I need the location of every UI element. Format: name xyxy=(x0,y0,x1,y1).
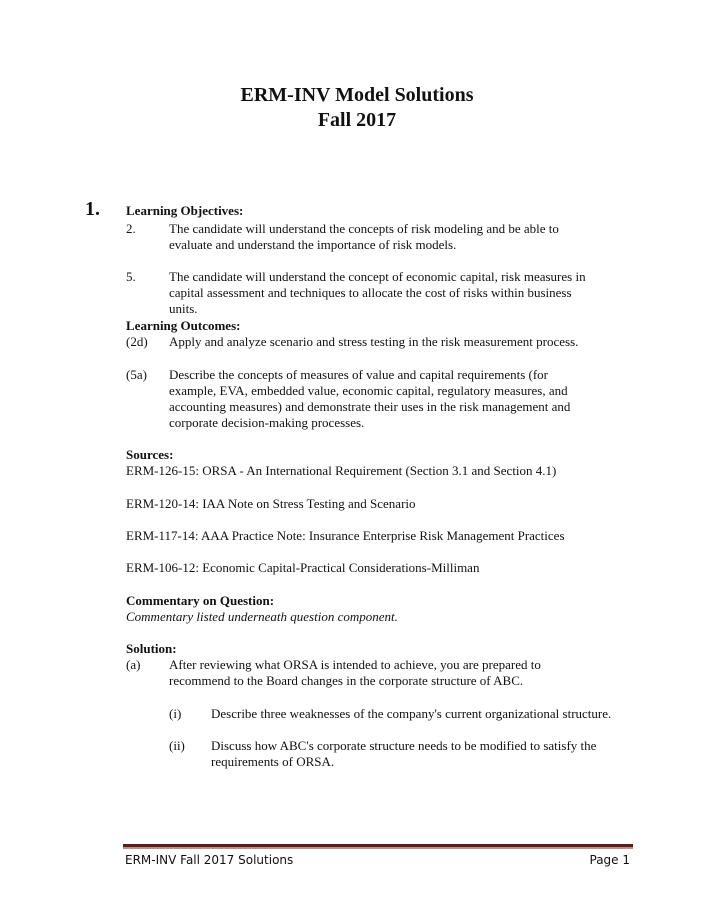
solution-heading: Solution: xyxy=(126,641,177,656)
source-item: ERM-106-12: Economic Capital-Practical Considerations-Milliman xyxy=(126,560,480,575)
page-number: Page 1 xyxy=(589,853,630,867)
outcome-text-line: example, EVA, embedded value, economic capital, regulatory measures, and xyxy=(169,383,568,398)
objective-text-line: The candidate will understand the concept of economic capital, risk measures in xyxy=(169,269,586,284)
part-text-line: recommend to the Board changes in the corporate structure of ABC. xyxy=(169,673,524,688)
page-subtitle: Fall 2017 xyxy=(317,109,397,131)
question-number: 1. xyxy=(85,198,100,220)
objective-text-line: The candidate will understand the concepts of risk modeling and be able to xyxy=(169,221,559,236)
source-item: ERM-120-14: IAA Note on Stress Testing and Scenario xyxy=(126,496,416,511)
outcome-text-line: Apply and analyze scenario and stress testing in the risk measurement process. xyxy=(169,334,579,349)
learning-objectives-heading: Learning Objectives: xyxy=(126,203,244,218)
source-item: ERM-117-14: AAA Practice Note: Insurance Enterprise Risk Management Practices xyxy=(126,528,565,543)
outcome-text-line: Describe the concepts of measures of value and capital requirements (for xyxy=(169,367,549,382)
outcome-text-line: accounting measures) and demonstrate their uses in the risk management and xyxy=(169,399,571,414)
footer-left-text: ERM-INV Fall 2017 Solutions xyxy=(125,853,294,867)
learning-outcomes-heading: Learning Outcomes: xyxy=(126,318,241,333)
part-text-line: After reviewing what ORSA is intended to achieve, you are prepared to xyxy=(169,657,541,672)
objective-text-line: evaluate and understand the importance of risk models. xyxy=(169,237,457,252)
subpart-label: (i) xyxy=(169,706,182,721)
footer-rule-shadow xyxy=(123,847,633,849)
subpart-text-line: Describe three weaknesses of the company's current organizational structure. xyxy=(211,706,612,721)
outcome-number: (2d) xyxy=(126,334,148,349)
source-item: ERM-126-15: ORSA - An International Requirement (Section 3.1 and Section 4.1) xyxy=(126,463,557,478)
objective-number: 2. xyxy=(126,221,136,236)
subpart-label: (ii) xyxy=(169,738,185,753)
outcome-text-line: corporate decision-making processes. xyxy=(169,415,365,430)
objective-number: 5. xyxy=(126,269,136,284)
objective-text-line: capital assessment and techniques to allocate the cost of risks within business xyxy=(169,285,572,300)
commentary-text: Commentary listed underneath question component. xyxy=(126,609,398,624)
subpart-text-line: Discuss how ABC's corporate structure needs to be modified to satisfy the xyxy=(211,738,597,753)
sources-heading: Sources: xyxy=(126,447,174,462)
subpart-text-line: requirements of ORSA. xyxy=(211,754,335,769)
objective-text-line: units. xyxy=(169,301,198,316)
part-label: (a) xyxy=(126,657,141,672)
outcome-number: (5a) xyxy=(126,367,147,382)
page-title: ERM-INV Model Solutions xyxy=(240,84,474,106)
commentary-heading: Commentary on Question: xyxy=(126,593,275,608)
